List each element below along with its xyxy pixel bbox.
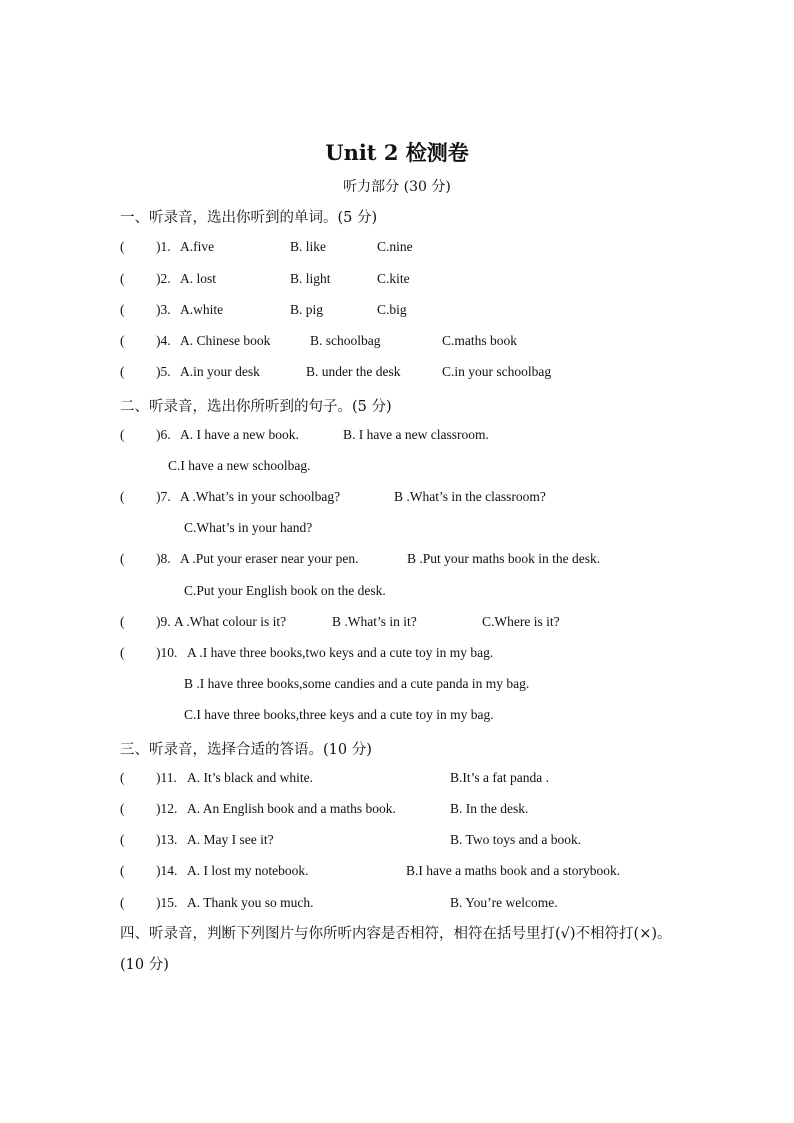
option-b: B. light <box>290 271 331 286</box>
question-number: )9. <box>156 614 171 629</box>
answer-bracket: ( <box>120 302 125 317</box>
answer-bracket: ( <box>120 333 125 348</box>
option-b: B.I have a maths book and a storybook. <box>406 863 621 878</box>
option-c: C.nine <box>377 239 413 254</box>
answer-bracket: ( <box>120 645 125 660</box>
question-number: )15. <box>156 895 178 910</box>
answer-bracket: ( <box>120 863 125 878</box>
option-b: B. like <box>290 239 326 254</box>
option-a: A .What colour is it? <box>174 614 287 629</box>
option-a: A. I lost my notebook. <box>187 863 309 878</box>
answer-bracket: ( <box>120 489 125 504</box>
option-a: A. Thank you so much. <box>187 895 314 910</box>
option-b: B. pig <box>290 302 324 317</box>
option-b: B.It’s a fat panda . <box>450 770 549 785</box>
option-b: B .What’s in it? <box>332 614 417 629</box>
page-subtitle: 听力部分 (30 分) <box>343 179 451 195</box>
section-3-heading: 三、听录音，选择合适的答语。(10 分) <box>120 742 372 758</box>
option-a: A. May I see it? <box>187 832 274 847</box>
option-b: B .Put your maths book in the desk. <box>407 551 601 566</box>
answer-bracket: ( <box>120 271 125 286</box>
option-c: C.I have a new schoolbag. <box>168 458 311 473</box>
option-a: A .Put your eraser near your pen. <box>180 551 359 566</box>
option-b: B. schoolbag <box>310 333 381 348</box>
answer-bracket: ( <box>120 614 125 629</box>
option-a: A .What’s in your schoolbag? <box>180 489 341 504</box>
page-title: Unit 2 检测卷 <box>325 140 469 165</box>
answer-bracket: ( <box>120 239 125 254</box>
answer-bracket: ( <box>120 551 125 566</box>
section-1-heading: 一、听录音，选出你听到的单词。(5 分) <box>120 210 378 226</box>
question-number: )2. <box>156 271 171 286</box>
answer-bracket: ( <box>120 895 125 910</box>
option-c: C.What’s in your hand? <box>184 520 313 535</box>
section-4-heading: 四、听录音，判断下列图片与你所听内容是否相符，相符在括号里打(√)不相符打(×)。(10 分) <box>120 926 672 973</box>
option-a: A.five <box>180 239 215 254</box>
question-number: )8. <box>156 551 171 566</box>
option-c: C.maths book <box>442 333 518 348</box>
answer-bracket: ( <box>120 364 125 379</box>
option-a: A.in your desk <box>180 364 260 379</box>
option-a: A. lost <box>180 271 217 286</box>
answer-bracket: ( <box>120 427 125 442</box>
option-b: B. I have a new classroom. <box>343 427 489 442</box>
question-number: )3. <box>156 302 171 317</box>
option-a: A. I have a new book. <box>180 427 299 442</box>
question-number: )1. <box>156 239 171 254</box>
answer-bracket: ( <box>120 832 125 847</box>
option-b: B. In the desk. <box>450 801 529 816</box>
option-a: A. An English book and a maths book. <box>187 801 396 816</box>
question-number: )13. <box>156 832 178 847</box>
option-b: B. Two toys and a book. <box>450 832 582 847</box>
option-a: A. It’s black and white. <box>187 770 313 785</box>
section-2-heading: 二、听录音，选出你所听到的句子。(5 分) <box>120 399 392 415</box>
question-number: )5. <box>156 364 171 379</box>
question-number: )11. <box>156 770 177 785</box>
option-a: A.white <box>180 302 224 317</box>
question-number: )12. <box>156 801 178 816</box>
option-c: C.kite <box>377 271 410 286</box>
question-number: )4. <box>156 333 171 348</box>
answer-bracket: ( <box>120 801 125 816</box>
option-a: A. Chinese book <box>180 333 271 348</box>
question-number: )10. <box>156 645 178 660</box>
answer-bracket: ( <box>120 770 125 785</box>
option-c: C.big <box>377 302 407 317</box>
option-c: C.in your schoolbag <box>442 364 552 379</box>
question-number: )14. <box>156 863 178 878</box>
option-c: C.Put your English book on the desk. <box>184 583 386 598</box>
question-number: )6. <box>156 427 171 442</box>
option-b: B. under the desk <box>306 364 401 379</box>
option-a: A .I have three books,two keys and a cute toy in my bag. <box>187 645 494 660</box>
option-c: C.I have three books,three keys and a cute toy in my bag. <box>184 707 494 722</box>
question-number: )7. <box>156 489 171 504</box>
option-c: C.Where is it? <box>482 614 560 629</box>
option-b: B .I have three books,some candies and a cute panda in my bag. <box>184 676 530 691</box>
option-b: B. You’re welcome. <box>450 895 558 910</box>
option-b: B .What’s in the classroom? <box>394 489 546 504</box>
